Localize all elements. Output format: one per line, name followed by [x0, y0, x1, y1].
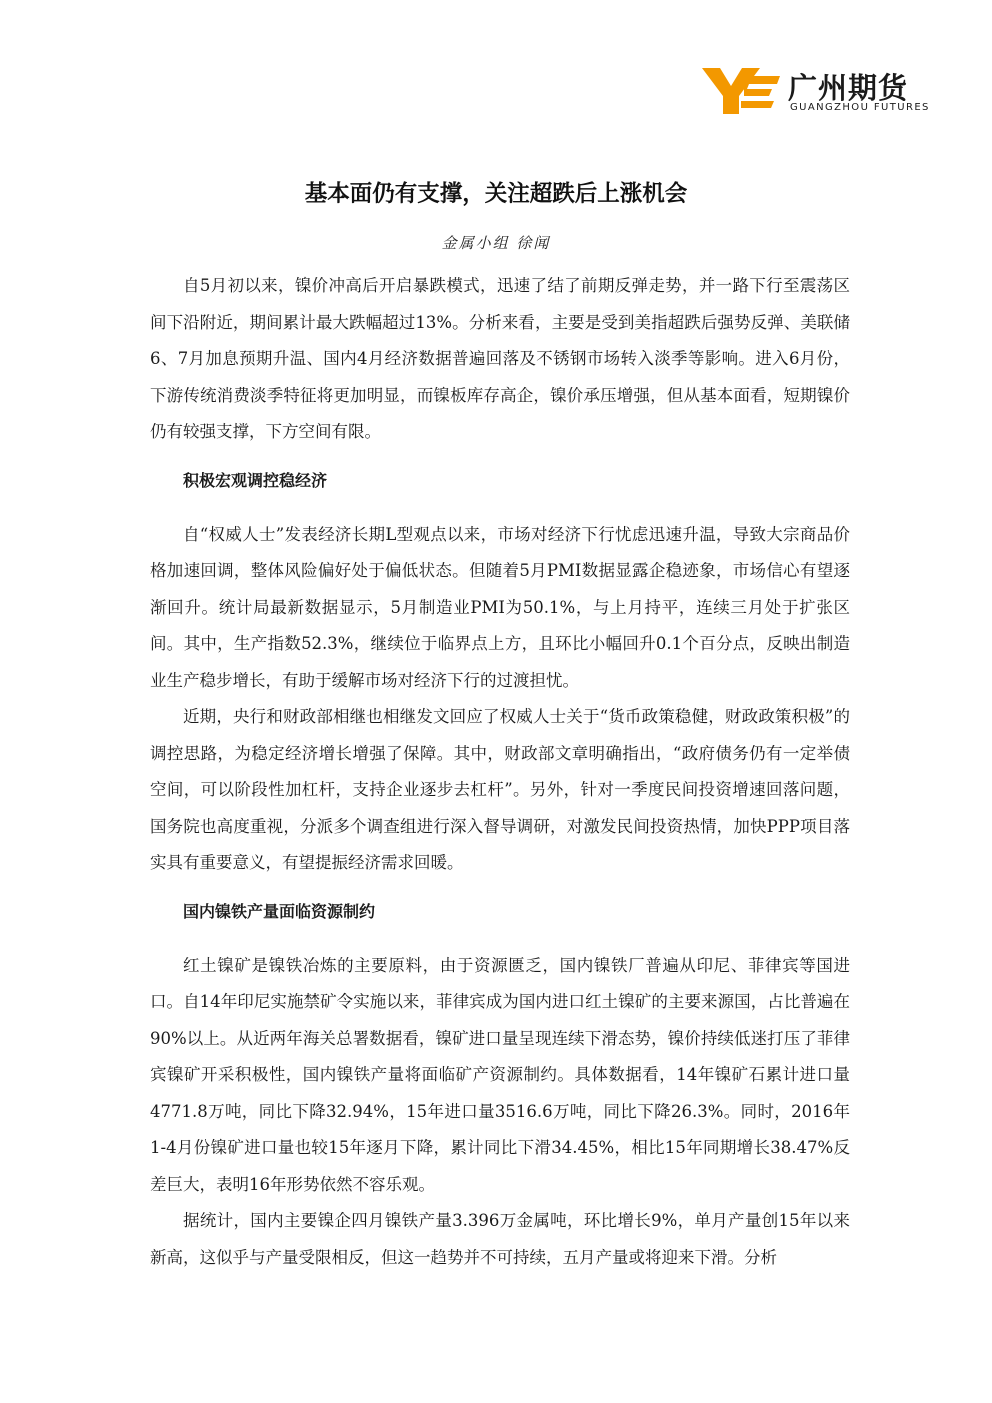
- intro-paragraph: 自5月初以来，镍价冲高后开启暴跌模式，迅速了结了前期反弹走势，并一路下行至震荡区间下沿附近，期间累计最大跌幅超过13%。分析来看，主要是受到美指超跌后强势反弹、美联储6、7月加息预期升温、国内4月经济数据普遍回落及不锈钢市场转入淡季等影响。进入6月份，下游传统消费淡季特征将更加明显，而镍板库存高企，镍价承压增强，但从基本面看，短期镍价仍有较强支撑，下方空间有限。: [150, 276, 850, 441]
- article-body: [150, 268, 850, 1276]
- section-heading-nickel-iron: 国内镍铁产量面临资源制约: [183, 901, 376, 921]
- author-line: 金属小组 徐闻: [441, 234, 551, 252]
- section2-paragraph-2: 据统计，国内主要镍企四月镍铁产量3.396万金属吨，环比增长9%，单月产量创15年以来新高，这似乎与产量受限相反，但这一趋势并不可持续，五月产量或将迎来下滑。分析: [150, 1211, 850, 1267]
- page-title: 基本面仍有支撑，关注超跌后上涨机会: [304, 181, 688, 207]
- yf-logo-icon: [700, 64, 782, 116]
- section-heading-macro: 积极宏观调控稳经济: [183, 470, 328, 490]
- company-name: 广州期货: [788, 71, 909, 105]
- section1-paragraph-1: 自“权威人士”发表经济长期L型观点以来，市场对经济下行忧虑迅速升温，导致大宗商品价格加速回调，整体风险偏好处于偏低状态。但随着5月PMI数据显露企稳迹象，市场信心有望逐渐回升。统计局最新数据显示，5月制造业PMI为50.1%，与上月持平，连续三月处于扩张区间。其中，生产指数52.3%，继续位于临界点上方，且环比小幅回升0.1个百分点，反映出制造业生产稳步增长，有助于缓解市场对经济下行的过渡担忧。: [150, 524, 850, 690]
- company-logo: [700, 64, 930, 118]
- section2-paragraph-1: 红土镍矿是镍铁冶炼的主要原料，由于资源匮乏，国内镍铁厂普遍从印尼、菲律宾等国进口。自14年印尼实施禁矿令实施以来，菲律宾成为国内进口红土镍矿的主要来源国，占比普遍在90%以上。从近两年海关总署数据看，镍矿进口量呈现连续下滑态势，镍价持续低迷打压了菲律宾镍矿开采积极性，国内镍铁产量将面临矿产资源制约。具体数据看，14年镍矿石累计进口量4771.8万吨，同比下降32.94%，15年进口量3516.6万吨，同比下降26.3%。同时，2016年1-4月份镍矿进口量也较15年逐月下降，累计同比下滑34.45%，相比15年同期增长38.47%反差巨大，表明16年形势依然不容乐观。: [150, 955, 850, 1194]
- section1-paragraph-2: 近期，央行和财政部相继也相继发文回应了权威人士关于“货币政策稳健，财政政策积极”的调控思路，为稳定经济增长增强了保障。其中，财政部文章明确指出，“政府债务仍有一定举债空间，可以阶段性加杠杆，支持企业逐步去杠杆”。另外，针对一季度民间投资增速回落问题，国务院也高度重视，分派多个调查组进行深入督导调研，对激发民间投资热情，加快PPP项目落实具有重要意义，有望提振经济需求回暖。: [150, 707, 850, 872]
- company-name-en: GUANGZHOU FUTURES: [790, 102, 930, 113]
